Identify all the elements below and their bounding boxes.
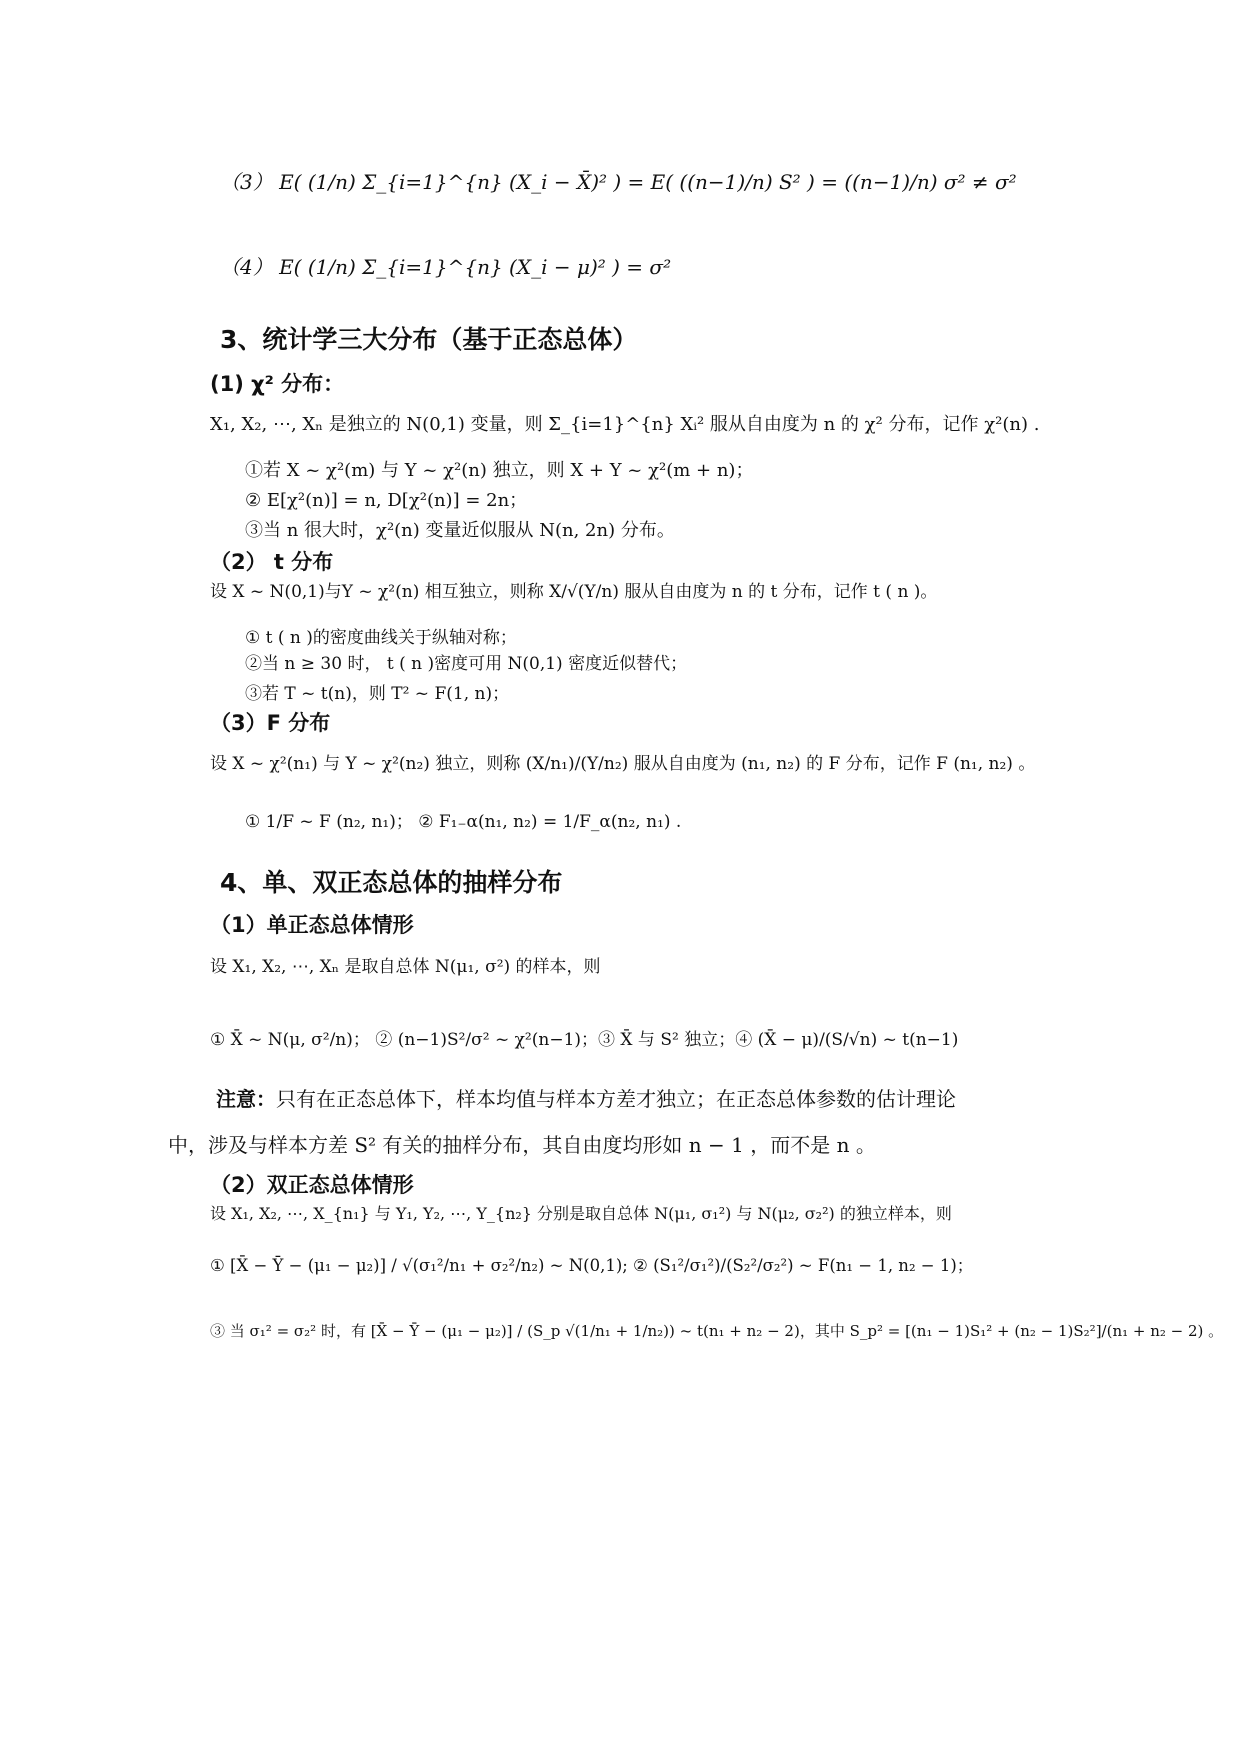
single-population-heading: （1）单正态总体情形 (210, 913, 414, 937)
formula-3: （3） E( (1/n) Σ_{i=1}^{n} (X_i − X̄)² ) = E( ((n−1)/n) S² ) = ((n−1)/n) σ² ≠ σ² (220, 170, 1017, 194)
single-population-definition: 设 X₁, X₂, ⋯, Xₙ 是取自总体 N(μ₁, σ²) 的样本，则 (210, 957, 601, 977)
double-population-properties-1-2: ① [X̄ − Ȳ − (μ₁ − μ₂)] / √(σ₁²/n₁ + σ₂²/n₂) ~ N(0,1); ② (S₁²/σ₁²)/(S₂²/σ₂²) ~ F(n₁ − 1, n₂ − 1)； (210, 1256, 974, 1275)
t-definition: 设 X ~ N(0,1)与Y ~ χ²(n) 相互独立，则称 X/√(Y/n) 服从自由度为 n 的 t 分布，记作 t ( n )。 (210, 582, 938, 602)
f-properties: ① 1/F ~ F (n₂, n₁)； ② F₁₋α(n₁, n₂) = 1/F_α(n₂, n₁) . (245, 812, 682, 832)
t-property-2: ②当 n ≥ 30 时， t ( n )密度可用 N(0,1) 密度近似替代； (245, 654, 688, 674)
t-property-1: ① t ( n )的密度曲线关于纵轴对称； (245, 628, 517, 648)
section-3-title: 3、统计学三大分布（基于正态总体） (220, 325, 638, 354)
note-text-1: 只有在正态总体下，样本均值与样本方差才独立；在正态总体参数的估计理论 (276, 1087, 956, 1111)
note-line-1 (216, 1087, 956, 1111)
double-population-definition: 设 X₁, X₂, ⋯, X_{n₁} 与 Y₁, Y₂, ⋯, Y_{n₂} 分别是取自总体 N(μ₁, σ₁²) 与 N(μ₂, σ₂²) 的独立样本，则 (210, 1204, 952, 1223)
t-property-3: ③若 T ~ t(n)，则 T² ~ F(1, n)； (245, 684, 510, 704)
section-4-title: 4、单、双正态总体的抽样分布 (220, 868, 563, 897)
chi-square-heading: (1) χ² 分布： (210, 372, 345, 396)
double-population-property-3: ③ 当 σ₁² = σ₂² 时，有 [X̄ − Ȳ − (μ₁ − μ₂)] / (S_p √(1/n₁ + 1/n₂)) ~ t(n₁ + n₂ − 2)，其中 S_p² = [(n₁ − 1)S₁² + (n₂ − 1)S₂²]/(n₁ + n₂ − 2) 。 (210, 1322, 1224, 1340)
chi-square-property-3: ③当 n 很大时，χ²(n) 变量近似服从 N(n, 2n) 分布。 (245, 520, 675, 541)
note-label: 注意： (216, 1087, 276, 1111)
single-population-properties: ① X̄ ~ N(μ, σ²/n)； ② (n−1)S²/σ² ~ χ²(n−1)；③ X̄ 与 S² 独立；④ (X̄ − μ)/(S/√n) ~ t(n−1) (210, 1030, 959, 1050)
f-heading: （3）F 分布 (210, 711, 331, 735)
f-definition: 设 X ~ χ²(n₁) 与 Y ~ χ²(n₂) 独立，则称 (X/n₁)/(Y/n₂) 服从自由度为 (n₁, n₂) 的 F 分布，记作 F (n₁, n₂) 。 (210, 754, 1036, 774)
t-heading: （2） t 分布 (210, 550, 334, 574)
chi-square-definition: X₁, X₂, ⋯, Xₙ 是独立的 N(0,1) 变量，则 Σ_{i=1}^{n} Xᵢ² 服从自由度为 n 的 χ² 分布，记作 χ²(n) . (210, 414, 1040, 435)
double-population-heading: （2）双正态总体情形 (210, 1173, 414, 1197)
chi-square-property-2: ② E[χ²(n)] = n, D[χ²(n)] = 2n； (245, 490, 528, 511)
formula-4: （4） E( (1/n) Σ_{i=1}^{n} (X_i − μ)² ) = σ² (220, 255, 672, 279)
chi-square-property-1: ①若 X ~ χ²(m) 与 Y ~ χ²(n) 独立，则 X + Y ~ χ²(m + n)； (245, 460, 754, 481)
note-line-2: 中，涉及与样本方差 S² 有关的抽样分布，其自由度均形如 n − 1 ，而不是 n 。 (168, 1133, 876, 1157)
